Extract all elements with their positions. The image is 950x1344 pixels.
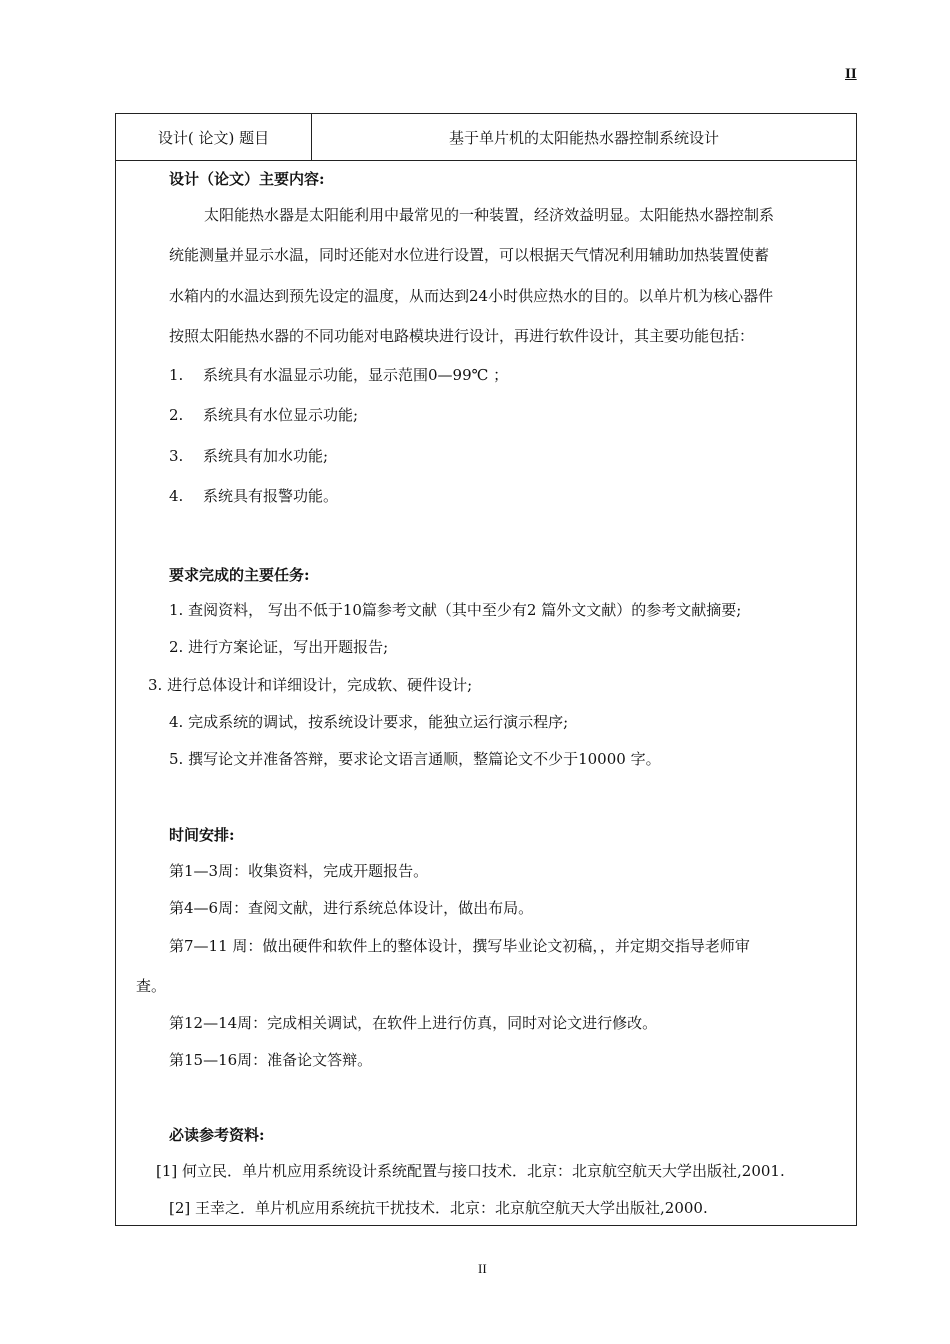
content-heading: 设计（论文）主要内容: [169,170,325,188]
function-item [169,485,338,506]
schedule-item: 第15—16周：准备论文答辩。 [169,1051,373,1069]
task-item: 2. 进行方案论证，写出开题报告; [169,638,389,656]
function-text: 系统具有水位显示功能; [203,406,359,424]
page-number-top: II [845,66,857,82]
function-item [169,364,508,385]
task-item: 5. 撰写论文并准备答辩，要求论文语言通顺，整篇论文不少于10000 字。 [169,750,661,768]
content-paragraph-line: 按照太阳能热水器的不同功能对电路模块进行设计，再进行软件设计，其主要功能包括： [169,327,755,345]
function-number: 3. [169,447,184,465]
task-item: 3. 进行总体设计和详细设计，完成软、硬件设计; [148,676,473,694]
content-paragraph-line: 太阳能热水器是太阳能利用中最常见的一种装置，经济效益明显。太阳能热水器控制系 [204,206,775,224]
task-table [115,113,857,1226]
schedule-heading: 时间安排: [169,826,235,844]
title-row [116,114,856,161]
task-item: 1. 查阅资料， 写出不低于10篇参考文献（其中至少有2 篇外文文献）的参考文献摘要; [169,601,742,619]
function-text: 系统具有加水功能; [203,447,329,465]
schedule-item: 第7—11 周：做出硬件和软件上的整体设计，撰写毕业论文初稿，，并定期交指导老师审 [169,937,750,955]
tasks-heading: 要求完成的主要任务: [169,566,310,584]
content-paragraph-line: 统能测量并显示水温，同时还能对水位进行设置，可以根据天气情况利用辅助加热装置使蓄 [169,246,770,264]
function-number: 4. [169,487,184,505]
function-text: 系统具有报警功能。 [203,487,339,505]
function-item [169,445,328,466]
title-label: 设计( 论文) 题目 [116,114,312,160]
reference-item: [2] 王幸之．单片机应用系统抗干扰技术．北京：北京航空航天大学出版社,2000. [169,1199,708,1217]
schedule-item: 第1—3周：收集资料，完成开题报告。 [169,862,429,880]
content-paragraph-line: 水箱内的水温达到预先设定的温度，从而达到24小时供应热水的目的。以单片机为核心器件 [169,287,774,305]
schedule-item: 查。 [136,977,167,995]
schedule-item: 第4—6周：查阅文献，进行系统总体设计，做出布局。 [169,899,534,917]
references-heading: 必读参考资料: [169,1126,265,1144]
function-number: 2. [169,406,184,424]
task-item: 4. 完成系统的调试，按系统设计要求，能独立运行演示程序; [169,713,569,731]
page-number-bottom: II [478,1261,487,1276]
function-item [169,404,358,425]
function-number: 1. [169,366,184,384]
reference-item: [1] 何立民．单片机应用系统设计系统配置与接口技术．北京：北京航空航天大学出版社,2001. [156,1162,785,1180]
schedule-item: 第12—14周：完成相关调试，在软件上进行仿真，同时对论文进行修改。 [169,1014,658,1032]
thesis-title: 基于单片机的太阳能热水器控制系统设计 [448,128,719,147]
function-text: 系统具有水温显示功能，显示范围0—99℃ ； [203,366,509,384]
